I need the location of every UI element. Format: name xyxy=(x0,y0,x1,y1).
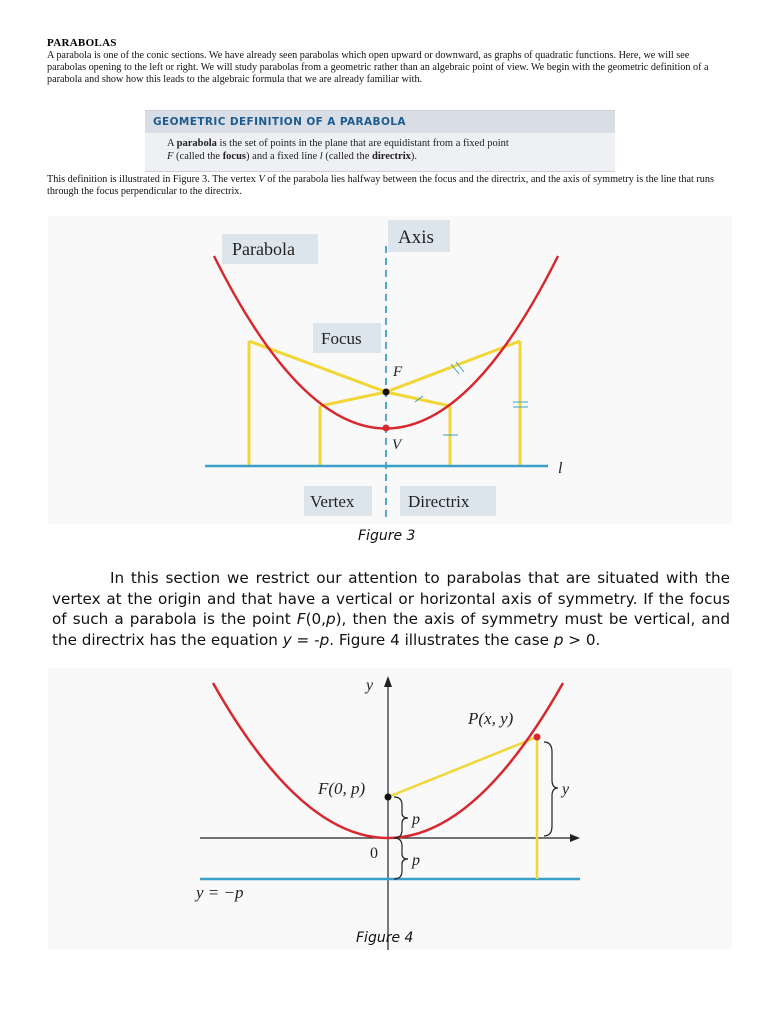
def-text-end: ). xyxy=(410,151,417,162)
p-lower-label: p xyxy=(412,852,420,869)
focus-letter: F xyxy=(393,364,403,380)
section-var-p: p xyxy=(553,630,564,649)
section-var-y: y xyxy=(282,630,292,649)
point-p xyxy=(534,734,541,741)
illus-text-a: This definition is illustrated in Figure 3. The vertex xyxy=(47,174,259,185)
y-distance-label: y xyxy=(562,781,570,798)
section-text-a: In this section we restrict our attention to parabolas that are situated with the vertex at the origin and that have a vertical or horizontal axis of symmetry. If the focus of such a parabola is the point xyxy=(52,569,730,628)
definition-box-text xyxy=(167,137,607,163)
y-axis-label: y xyxy=(366,677,374,694)
section-text-b: (0, xyxy=(305,610,326,628)
figure-3-background xyxy=(48,216,732,524)
vertex-label: Vertex xyxy=(310,492,355,511)
def-term-focus: focus xyxy=(222,151,247,162)
figure-4-diagram xyxy=(48,668,732,950)
illustration-paragraph xyxy=(47,174,727,198)
section-text-d: = - xyxy=(291,630,320,649)
section-var-f: F xyxy=(296,610,306,628)
section-var-p: p xyxy=(325,610,336,628)
def-text-a: A xyxy=(167,138,177,149)
illus-text-b: of the parabola lies halfway between the focus and the directrix, and the axis of symmetry is the line that runs through the focus perpendicular to the directrix. xyxy=(47,174,714,198)
figure-3-diagram xyxy=(48,216,732,524)
def-text-d: ) and a fixed line xyxy=(246,151,320,162)
directrix-letter: l xyxy=(558,460,563,477)
figure-4-background xyxy=(48,668,732,950)
section-paragraph xyxy=(52,568,730,650)
def-text-e: (called the xyxy=(322,151,372,162)
figure-4-caption: Figure 4 xyxy=(356,930,414,946)
definition-box-title: GEOMETRIC DEFINITION OF A PARABOLA xyxy=(153,116,406,128)
figure-3-caption: Figure 3 xyxy=(358,528,416,544)
intro-paragraph: A parabola is one of the conic sections. We have already seen parabolas which open upward or downward, as graphs of quadratic functions. Here, we will see parabolas opening to the left or right. We will study parabolas from a geometric rather than an algebraic point of view. We begin with the geometric definition of a parabola and show how this leads to the algebraic formula that we are already familiar with. xyxy=(47,50,709,86)
origin-label: 0 xyxy=(370,845,378,862)
focus-label: F(0, p) xyxy=(318,779,366,798)
vertex-letter: V xyxy=(392,437,402,453)
illus-var-v: V xyxy=(258,174,265,185)
axis-label: Axis xyxy=(398,227,434,248)
directrix-label: Directrix xyxy=(408,492,470,511)
section-text-f: > 0. xyxy=(563,630,601,649)
page-heading: PARABOLAS xyxy=(47,37,117,49)
parabola-label: Parabola xyxy=(232,239,295,259)
def-term-parabola: parabola xyxy=(176,138,217,149)
directrix-equation-label: y = −p xyxy=(196,883,244,902)
vertex-point xyxy=(383,425,390,432)
p-upper-label: p xyxy=(412,811,420,828)
definition-box xyxy=(145,110,615,172)
def-term-directrix: directrix xyxy=(371,151,411,162)
def-var-f: F xyxy=(167,151,174,162)
def-text-b: is the set of points in the plane that are equidistant from a fixed point xyxy=(216,138,509,149)
focus-label: Focus xyxy=(321,329,362,348)
section-text-e: . Figure 4 illustrates the case xyxy=(329,630,554,649)
section-text-c: ), then the axis of symmetry must be vertical, and the directrix has the equation xyxy=(52,610,731,649)
section-var-p: p xyxy=(319,630,330,649)
focus-point xyxy=(383,389,390,396)
point-p-label: P(x, y) xyxy=(468,709,514,728)
focus-point xyxy=(385,794,392,801)
def-text-c: (called the xyxy=(173,151,223,162)
def-var-l: l xyxy=(319,151,323,162)
definition-box-header xyxy=(145,111,615,133)
